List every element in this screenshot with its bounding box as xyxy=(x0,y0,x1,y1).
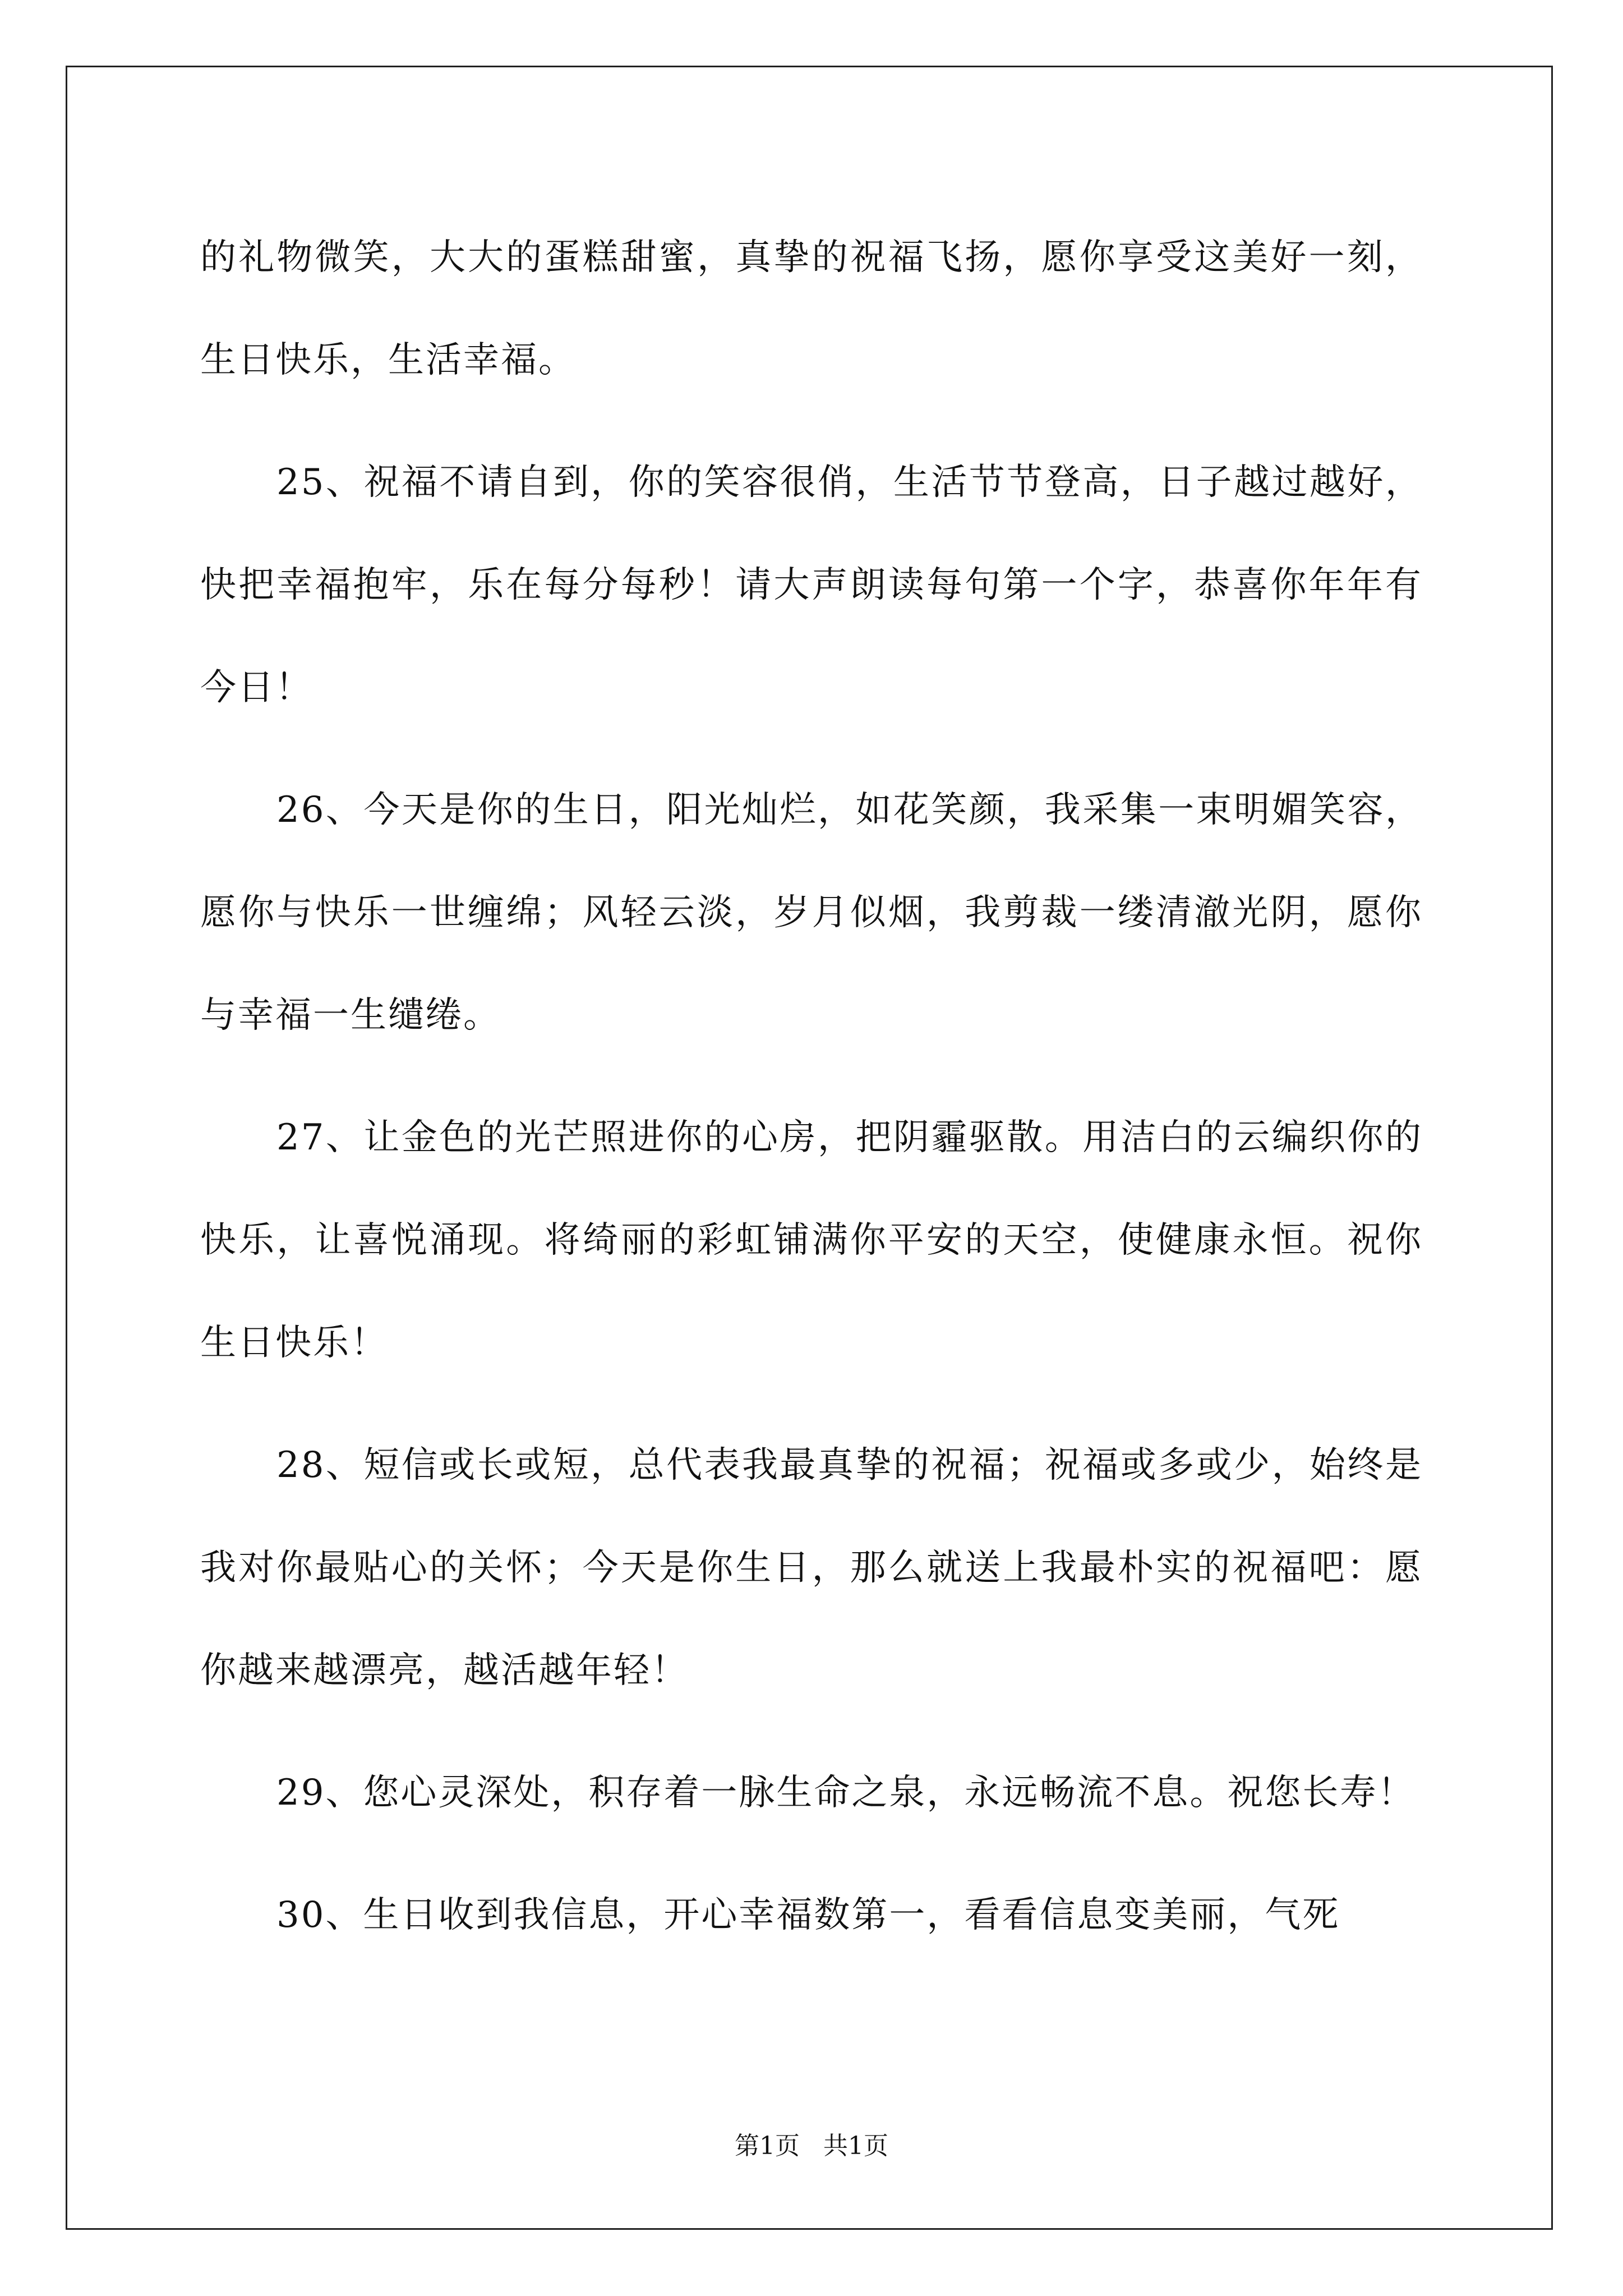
page-number: 第1页 xyxy=(735,2132,800,2160)
paragraph-30: 30、生日收到我信息，开心幸福数第一，看看信息变美丽，气死 xyxy=(276,1894,1340,1936)
paragraph-continuation: 的礼物微笑，大大的蛋糕甜蜜，真挚的祝福飞扬，愿你享受这美好一刻，生日快乐，生活幸福。 xyxy=(200,237,1423,381)
document-body xyxy=(200,206,1423,1986)
paragraph-27: 27、让金色的光芒照进你的心房，把阴霾驱散。用洁白的云编织你的快乐，让喜悦涌现。将绮丽的彩虹铺满你平安的天空，使健康永恒。祝你生日快乐！ xyxy=(200,1117,1423,1364)
paragraph-29: 29、您心灵深处，积存着一脉生命之泉，永远畅流不息。祝您长寿！ xyxy=(276,1772,1415,1814)
page-footer xyxy=(0,2129,1623,2163)
page-total: 共1页 xyxy=(823,2132,888,2160)
paragraph-25: 25、祝福不请自到，你的笑容很俏，生活节节登高，日子越过越好，快把幸福抱牢，乐在每分每秒！请大声朗读每句第一个字，恭喜你年年有今日！ xyxy=(200,462,1423,708)
paragraph-26: 26、今天是你的生日，阳光灿烂，如花笑颜，我采集一束明媚笑容，愿你与快乐一世缠绵；风轻云淡，岁月似烟，我剪裁一缕清澈光阴，愿你与幸福一生缱绻。 xyxy=(200,789,1423,1036)
paragraph-28: 28、短信或长或短，总代表我最真挚的祝福；祝福或多或少，始终是我对你最贴心的关怀；今天是你生日，那么就送上我最朴实的祝福吧：愿你越来越漂亮，越活越年轻！ xyxy=(200,1444,1423,1691)
